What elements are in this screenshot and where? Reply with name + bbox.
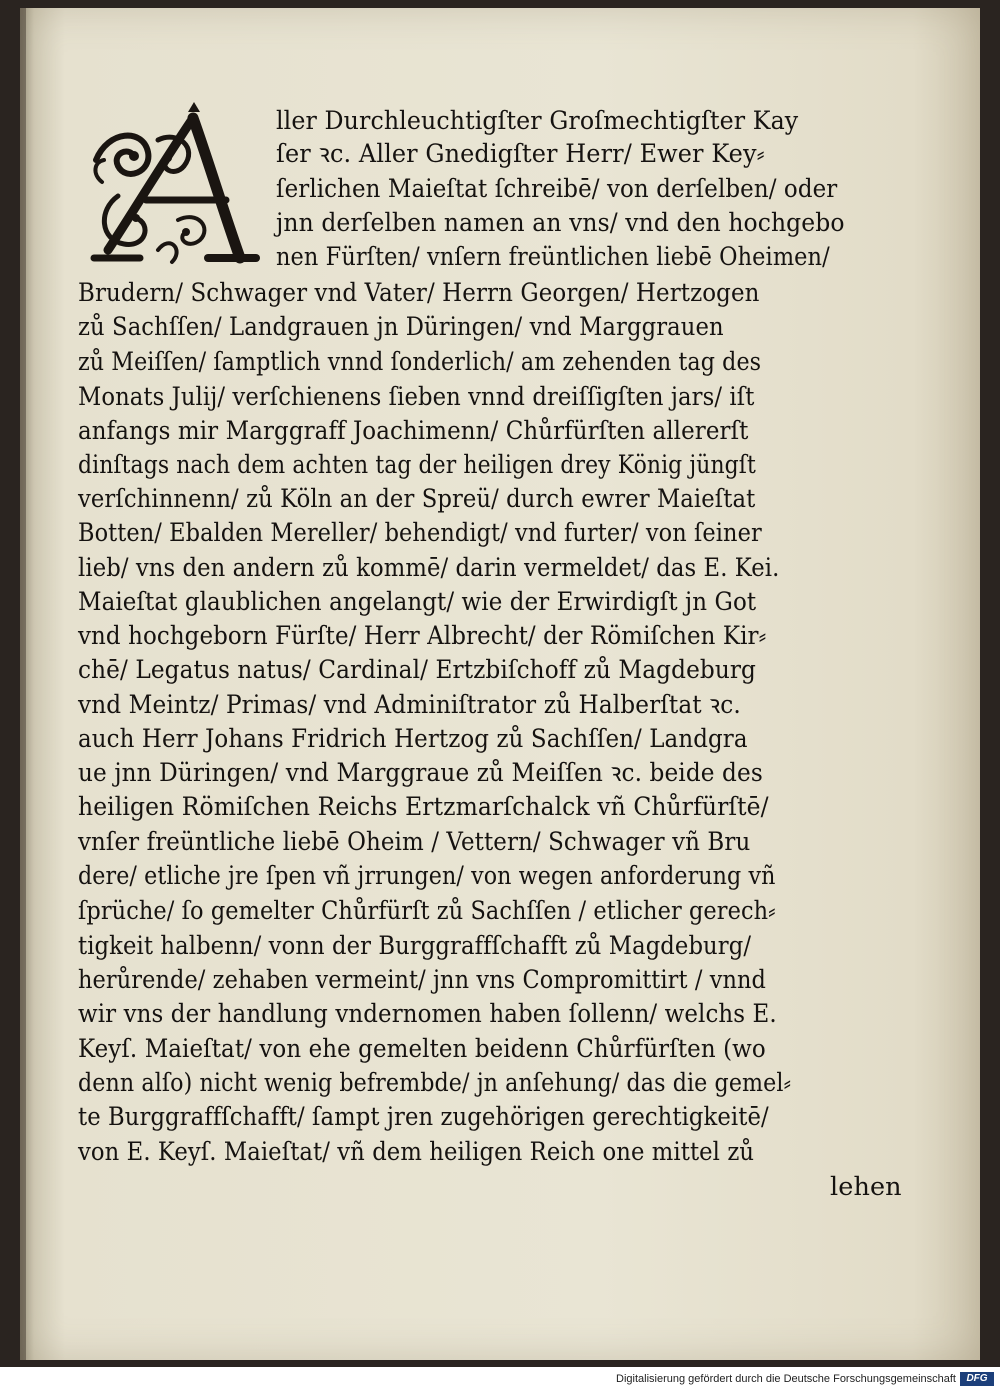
text-line: denn alſo) nicht wenig befrembde/ jn anſehung/ das die gemel⸗ — [78, 1068, 792, 1098]
text-line: vnſer freüntliche liebē Oheim / Vettern/ Schwager vñ Bru — [78, 827, 751, 857]
text-line: Monats Julij/ verſchienens ſieben vnnd dreiſſigſten jars/ iſt — [78, 382, 755, 412]
text-line: Maieſtat glaublichen angelangt/ wie der Erwirdigſt jn Got — [78, 587, 757, 617]
funding-notice: Digitalisierung gefördert durch die Deutsche Forschungsgemeinschaft — [616, 1373, 956, 1385]
text-line: nen Fürſten/ vnſern freüntlichen liebē Oheimen/ — [276, 242, 830, 272]
text-line: auch Herr Johans Fridrich Hertzog zů Sachſſen/ Landgra — [78, 724, 748, 754]
catchword: lehen — [830, 1172, 902, 1202]
text-line: dere/ etliche jre ſpen vñ jrrungen/ von wegen anforderung vñ — [78, 861, 776, 891]
text-line: lieb/ vns den andern zů kommē/ darin vermeldet/ das E. Kei. — [78, 553, 780, 583]
text-line: ſprüche/ ſo gemelter Chůrfürſt zů Sachſſen / etlicher gerech⸗ — [78, 896, 776, 926]
text-line: dinſtags nach dem achten tag der heiligen drey König jüngſt — [78, 450, 756, 480]
text-line: vnd Meintz/ Primas/ vnd Adminiſtrator zů Halberſtat ꝛc. — [78, 690, 741, 720]
text-line: ſerlichen Maieſtat ſchreibē/ von derſelben/ oder — [276, 174, 838, 204]
text-line: Brudern/ Schwager vnd Vater/ Herrn Georgen/ Hertzogen — [78, 278, 760, 308]
text-line: anfangs mir Marggraff Joachimenn/ Chůrfürſten allererſt — [78, 416, 749, 446]
text-line: herůrende/ zehaben vermeint/ jnn vns Compromittirt / vnnd — [78, 965, 766, 995]
text-line: wir vns der handlung vndernomen haben ſollenn/ welchs E. — [78, 999, 777, 1029]
dfg-logo: DFG — [960, 1372, 994, 1386]
text-line: tigkeit halbenn/ vonn der Burggraffſchafft zů Magdeburg/ — [78, 931, 752, 961]
text-line: heiligen Römiſchen Reichs Ertzmarſchalck vñ Chůrfürſtē/ — [78, 792, 769, 822]
text-line: verſchinnenn/ zů Köln an der Spreü/ durch ewrer Maieſtat — [78, 484, 756, 514]
text-line: vnd hochgeborn Fürſte/ Herr Albrecht/ der Römiſchen Kir⸗ — [78, 621, 767, 651]
text-line: ue jnn Düringen/ vnd Marggraue zů Meiſſen ꝛc. beide des — [78, 758, 763, 788]
text-line: chē/ Legatus natus/ Cardinal/ Ertzbiſchoff zů Magdeburg — [78, 655, 757, 685]
body-text — [78, 104, 908, 1244]
text-line: ſer ꝛc. Aller Gnedigſter Herr/ Ewer Key⸗ — [276, 139, 765, 169]
footer-bar — [0, 1367, 1000, 1391]
text-line: von E. Keyſ. Maieſtat/ vñ dem heiligen Reich one mittel zů — [78, 1137, 755, 1167]
page-gutter — [20, 8, 26, 1360]
text-line: te Burggraffſchafft/ ſampt jren zugehörigen gerechtigkeitē/ — [78, 1102, 769, 1132]
text-line: jnn derſelben namen an vns/ vnd den hochgebo — [276, 208, 845, 238]
text-line: ller Durchleuchtigſter Groſmechtigſter Kay — [276, 106, 799, 136]
text-line: Keyſ. Maieſtat/ von ehe gemelten beidenn Chůrfürſten (wo — [78, 1034, 766, 1064]
text-line: Botten/ Ebalden Mereller/ behendigt/ vnd furter/ von ſeiner — [78, 518, 762, 548]
text-line: zů Sachſſen/ Landgrauen jn Düringen/ vnd Marggrauen — [78, 312, 724, 342]
book-page — [20, 8, 980, 1360]
text-line: zů Meiſſen/ ſamptlich vnnd ſonderlich/ am zehenden tag des — [78, 347, 762, 377]
